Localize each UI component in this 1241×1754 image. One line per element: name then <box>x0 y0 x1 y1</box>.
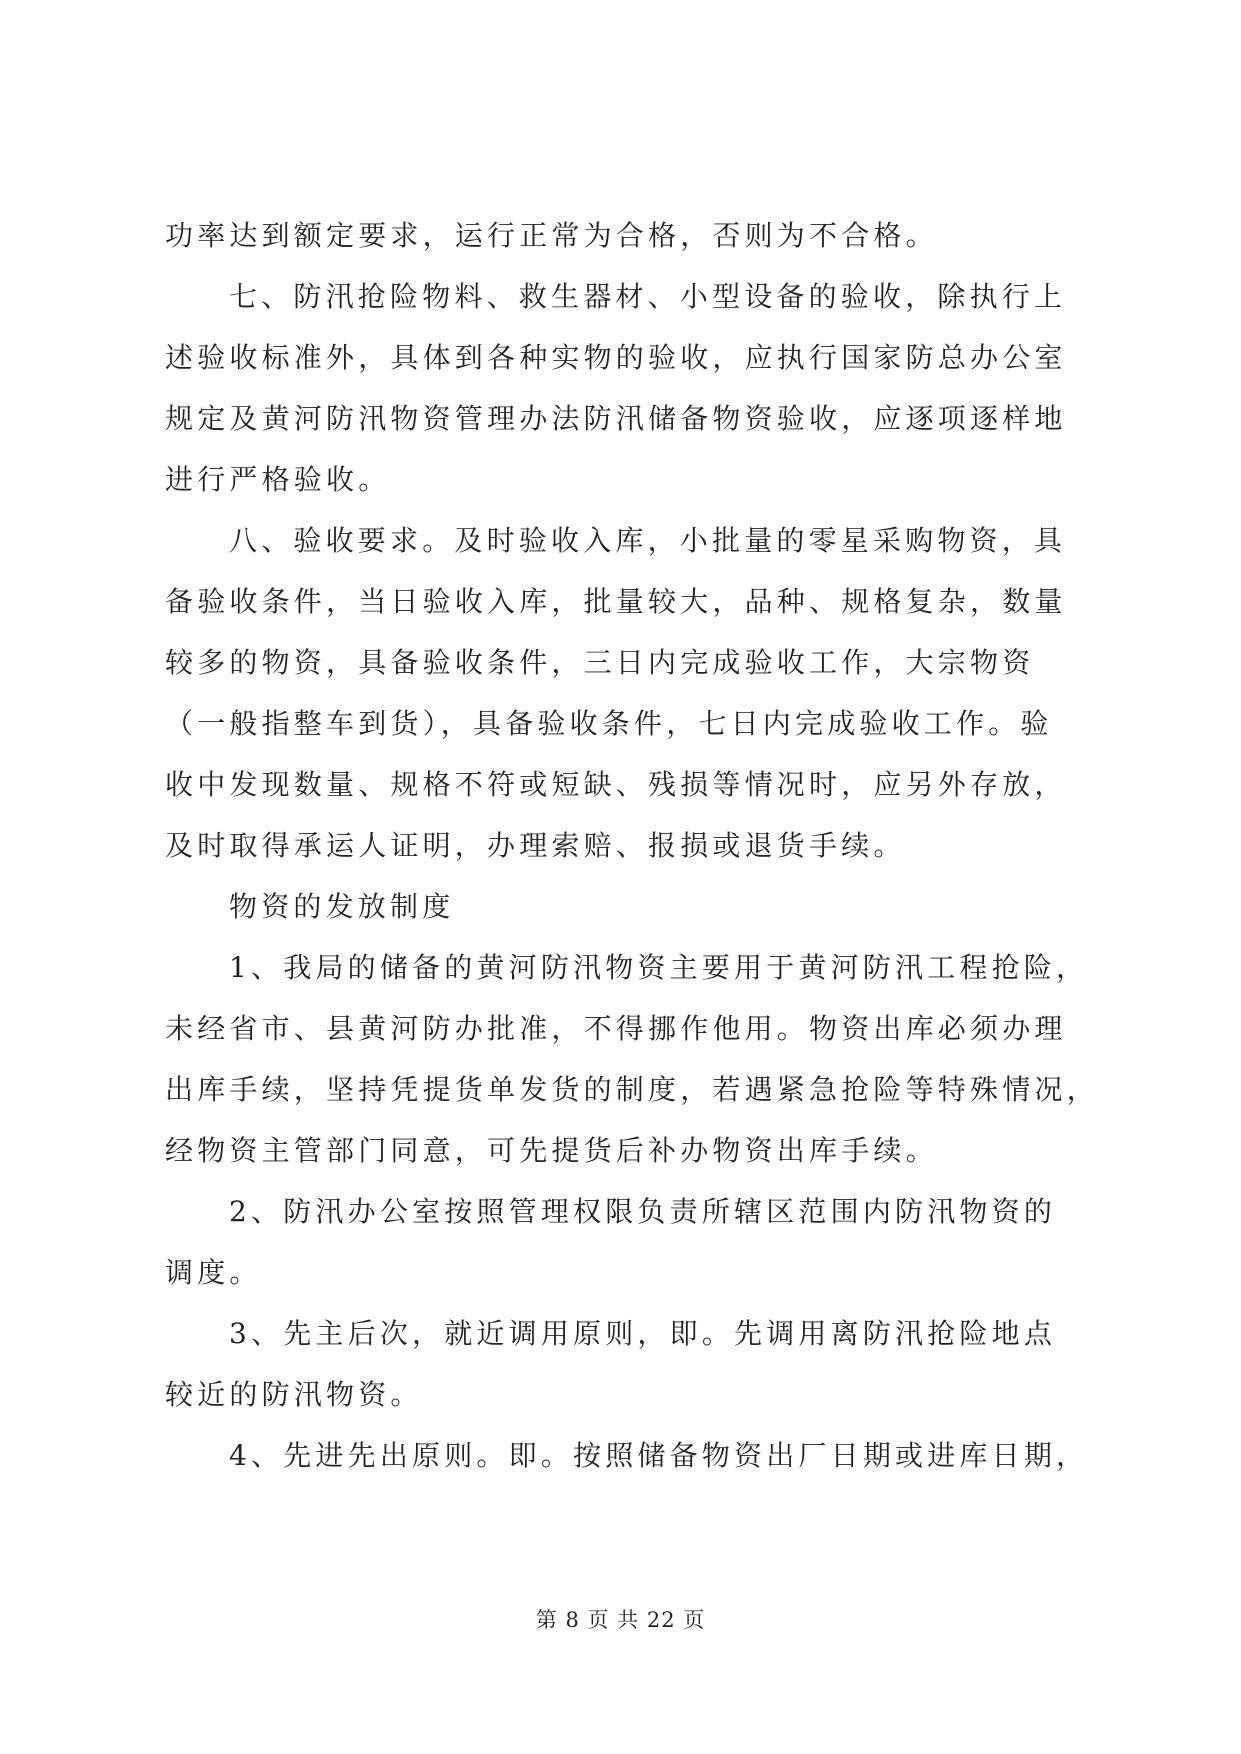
text-line: 进行严格验收。 <box>165 463 391 496</box>
text-line: 规定及黄河防汛物资管理办法防汛储备物资验收，应逐项逐样地 <box>165 402 1067 435</box>
section-heading: 物资的发放制度 <box>229 890 455 923</box>
text-line: 功率达到额定要求，运行正常为合格，否则为不合格。 <box>165 219 938 252</box>
text-line: 及时取得承运人证明，办理索赔、报损或退货手续。 <box>165 829 906 862</box>
text-line: 4、先进先出原则。即。按照储备物资出厂日期或进库日期， <box>229 1439 1089 1472</box>
document-body <box>165 205 1099 1486</box>
text-line: 较多的物资，具备验收条件，三日内完成验收工作，大宗物资 <box>165 646 1035 679</box>
text-line: 3、先主后次，就近调用原则，即。先调用离防汛抢险地点 <box>229 1317 1057 1350</box>
text-line: 经物资主管部门同意，可先提货后补办物资出库手续。 <box>165 1134 938 1167</box>
text-line: 2、防汛办公室按照管理权限负责所辖区范围内防汛物资的 <box>229 1195 1057 1228</box>
text-line: （一般指整车到货），具备验收条件，七日内完成验收工作。验 <box>165 707 1053 740</box>
text-line: 未经省市、县黄河防办批准，不得挪作他用。物资出库必须办理 <box>165 1012 1067 1045</box>
page-footer: 第 8 页 共 22 页 <box>535 1608 706 1632</box>
text-line: 收中发现数量、规格不符或短缺、残损等情况时，应另外存放， <box>165 768 1067 801</box>
text-line: 较近的防汛物资。 <box>165 1378 423 1411</box>
text-line: 出库手续，坚持凭提货单发货的制度，若遇紧急抢险等特殊情况， <box>165 1073 1099 1106</box>
text-line: 调度。 <box>165 1256 262 1289</box>
text-line: 1、我局的储备的黄河防汛物资主要用于黄河防汛工程抢险， <box>229 951 1089 984</box>
text-line: 备验收条件，当日验收入库，批量较大，品种、规格复杂，数量 <box>165 585 1067 618</box>
text-line: 述验收标准外，具体到各种实物的验收，应执行国家防总办公室 <box>165 341 1067 374</box>
text-line: 七、防汛抢险物料、救生器材、小型设备的验收，除执行上 <box>229 280 1067 313</box>
text-line: 八、验收要求。及时验收入库，小批量的零星采购物资，具 <box>229 524 1067 557</box>
